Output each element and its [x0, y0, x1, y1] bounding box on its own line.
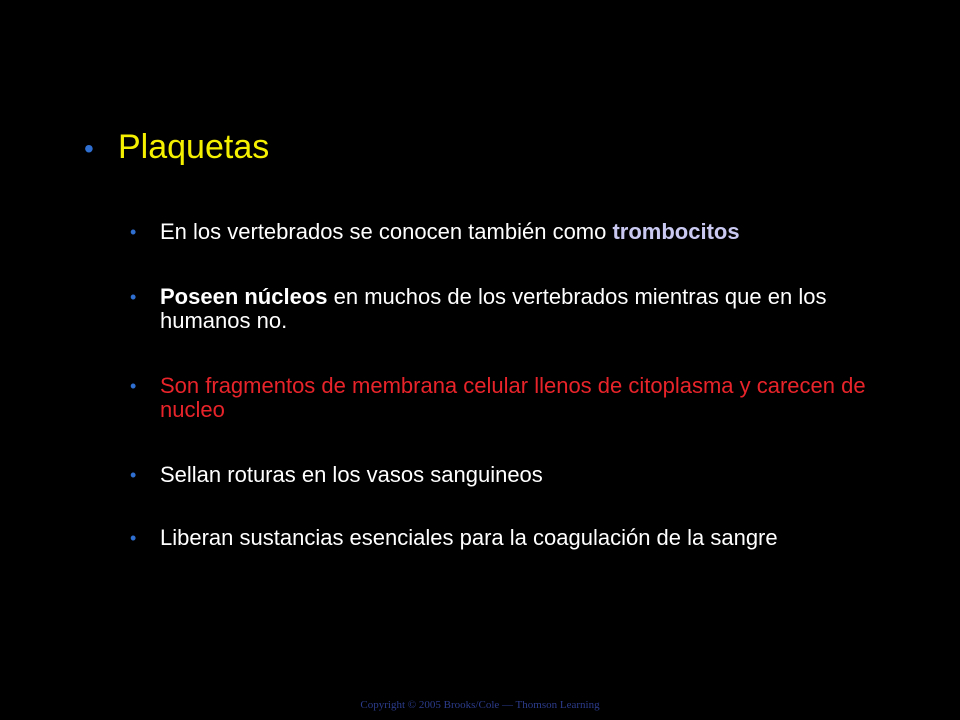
list-item-trombocitos	[130, 220, 890, 244]
list-item-nucleos	[130, 285, 890, 333]
title-bullet-icon: •	[84, 133, 94, 164]
item-bold-text: Poseen núcleos	[160, 284, 328, 309]
item-emphasis-text: trombocitos	[612, 219, 740, 244]
list-item-fragmentos	[130, 374, 890, 422]
item-plain-text: En los vertebrados se conocen también como	[160, 219, 613, 244]
bullet-icon: •	[130, 287, 137, 307]
slide-title: Plaquetas	[118, 128, 270, 166]
copyright-text: Copyright © 2005 Brooks/Cole — Thomson Learning	[360, 699, 600, 711]
item-rest-text: en muchos de los vertebrados mientras que en los humanos no.	[160, 284, 827, 333]
item-text	[160, 220, 890, 244]
list-item-liberan	[130, 526, 890, 550]
item-text: Son fragmentos de membrana celular llenos de citoplasma y carecen de nucleo	[160, 373, 866, 422]
item-text	[160, 285, 890, 333]
item-text: Liberan sustancias esenciales para la coagulación de la sangre	[160, 525, 778, 550]
item-text: Sellan roturas en los vasos sanguineos	[160, 462, 543, 487]
bullet-icon: •	[130, 528, 137, 548]
bullet-icon: •	[130, 222, 137, 242]
bullet-icon: •	[130, 465, 137, 485]
list-item-sellan	[130, 463, 890, 487]
bullet-icon: •	[130, 376, 137, 396]
title-row	[84, 128, 269, 167]
